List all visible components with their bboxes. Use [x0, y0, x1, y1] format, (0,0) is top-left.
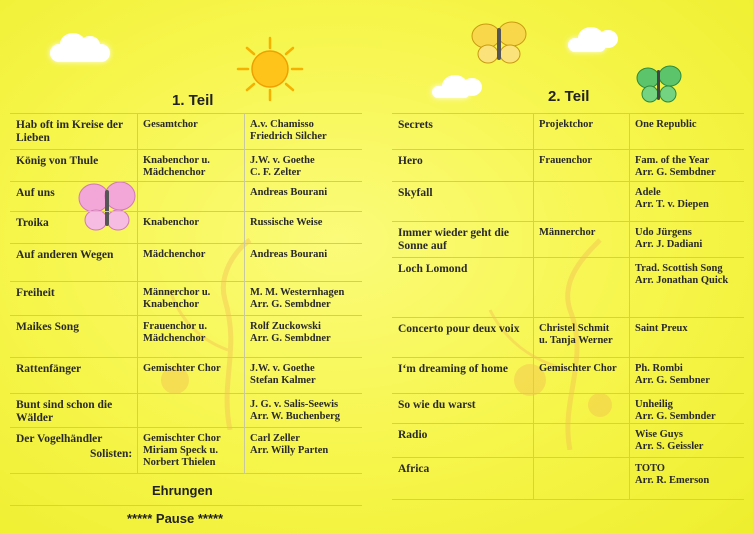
song-title: Hero	[398, 155, 423, 167]
part-one-heading: 1. Teil	[172, 92, 214, 109]
choir-name: Knabenchor u. Mädchenchor	[143, 155, 210, 178]
composer-credit: Adele Arr. T. v. Diepen	[635, 187, 709, 210]
choir-name: Frauenchor	[539, 155, 593, 166]
column-divider	[244, 113, 245, 473]
song-title: Radio	[398, 429, 428, 441]
soloists-label: Solisten:	[90, 448, 133, 460]
row-divider	[10, 281, 362, 282]
row-divider	[392, 317, 744, 318]
choir-name: Projektchor	[539, 119, 594, 130]
composer-credit: Trad. Scottish Song Arr. Jonathan Quick	[635, 263, 729, 286]
choir-name: Knabenchor	[143, 217, 200, 228]
row-divider	[10, 149, 362, 150]
song-title: König von Thule	[16, 155, 99, 167]
yellow-butterfly-icon	[470, 20, 528, 66]
row-divider	[392, 221, 744, 222]
composer-credit: Unheilig Arr. G. Sembnder	[635, 399, 716, 422]
composer-credit: One Republic	[635, 119, 697, 130]
sun-icon	[232, 36, 308, 102]
song-title: I‘m dreaming of home	[398, 363, 508, 375]
song-title: Der Vogelhändler	[16, 433, 103, 445]
choir-name: Gemischter Chor Miriam Speck u. Norbert Thielen	[143, 433, 221, 468]
composer-credit: J.W. v. Goethe C. F. Zelter	[250, 155, 315, 178]
row-divider	[392, 357, 744, 358]
part-one-table	[10, 113, 362, 473]
choir-name: Christel Schmit u. Tanja Werner	[539, 323, 613, 346]
honors-label: Ehrungen	[152, 483, 213, 498]
cloud-icon	[568, 38, 606, 52]
composer-credit: J. G. v. Salis-Seewis Arr. W. Buchenberg	[250, 399, 341, 422]
choir-name: Gemischter Chor	[143, 363, 221, 374]
song-title: Freiheit	[16, 287, 55, 299]
composer-credit: Carl Zeller Arr. Willy Parten	[250, 433, 329, 456]
row-divider	[10, 315, 362, 316]
row-divider	[392, 113, 744, 114]
choir-name: Männerchor	[539, 227, 596, 238]
composer-credit: Russische Weise	[250, 217, 323, 228]
row-divider	[10, 211, 362, 212]
song-title: Hab oft im Kreise der Lieben	[16, 119, 124, 144]
composer-credit: Saint Preux	[635, 323, 688, 334]
choir-name: Gemischter Chor	[539, 363, 617, 374]
pause-label: ***** Pause *****	[127, 511, 224, 526]
divider	[10, 505, 362, 506]
composer-credit: TOTO Arr. R. Emerson	[635, 463, 710, 486]
song-title: Rattenfänger	[16, 363, 82, 375]
cloud-icon	[432, 86, 470, 98]
composer-credit: Andreas Bourani	[250, 187, 328, 198]
row-divider	[392, 393, 744, 394]
song-title: Loch Lomond	[398, 263, 468, 275]
song-title: Africa	[398, 463, 430, 475]
composer-credit: Ph. Rombi Arr. G. Sembner	[635, 363, 710, 386]
song-title: Concerto pour deux voix	[398, 323, 520, 335]
row-divider	[392, 499, 744, 500]
composer-credit: A.v. Chamisso Friedrich Silcher	[250, 119, 327, 142]
row-divider	[10, 113, 362, 114]
composer-credit: Udo Jürgens Arr. J. Dadiani	[635, 227, 703, 250]
part-two-table	[392, 113, 744, 503]
row-divider	[392, 149, 744, 150]
song-title: Maikes Song	[16, 321, 79, 333]
row-divider	[10, 393, 362, 394]
composer-credit: Wise Guys Arr. S. Geissler	[635, 429, 704, 452]
composer-credit: Rolf Zuckowski Arr. G. Sembdner	[250, 321, 331, 344]
choir-name: Gesamtchor	[143, 119, 198, 130]
row-divider	[392, 181, 744, 182]
row-divider	[10, 357, 362, 358]
song-title: Auf uns	[16, 187, 55, 199]
song-title: Troika	[16, 217, 49, 229]
song-title: Auf anderen Wegen	[16, 249, 114, 261]
row-divider	[392, 423, 744, 424]
composer-credit: Fam. of the Year Arr. G. Sembdner	[635, 155, 716, 178]
row-divider	[10, 427, 362, 428]
row-divider	[392, 257, 744, 258]
row-divider	[392, 457, 744, 458]
row-divider	[10, 181, 362, 182]
column-divider	[533, 113, 534, 499]
column-divider	[137, 113, 138, 473]
cloud-icon	[50, 44, 110, 62]
column-divider	[629, 113, 630, 499]
composer-credit: Andreas Bourani	[250, 249, 328, 260]
row-divider	[10, 243, 362, 244]
part-two-heading: 2. Teil	[548, 88, 590, 105]
song-title: Bunt sind schon die Wälder	[16, 399, 113, 424]
song-title: Immer wieder geht die Sonne auf	[398, 227, 510, 252]
song-title: So wie du warst	[398, 399, 476, 411]
choir-name: Mädchenchor	[143, 249, 206, 260]
song-title: Secrets	[398, 119, 433, 131]
composer-credit: M. M. Westernhagen Arr. G. Sembdner	[250, 287, 345, 310]
composer-credit: J.W. v. Goethe Stefan Kalmer	[250, 363, 316, 386]
divider	[10, 473, 362, 474]
green-butterfly-icon	[636, 64, 682, 106]
song-title: Skyfall	[398, 187, 433, 199]
choir-name: Frauenchor u. Mädchenchor	[143, 321, 207, 344]
choir-name: Männerchor u. Knabenchor	[143, 287, 211, 310]
